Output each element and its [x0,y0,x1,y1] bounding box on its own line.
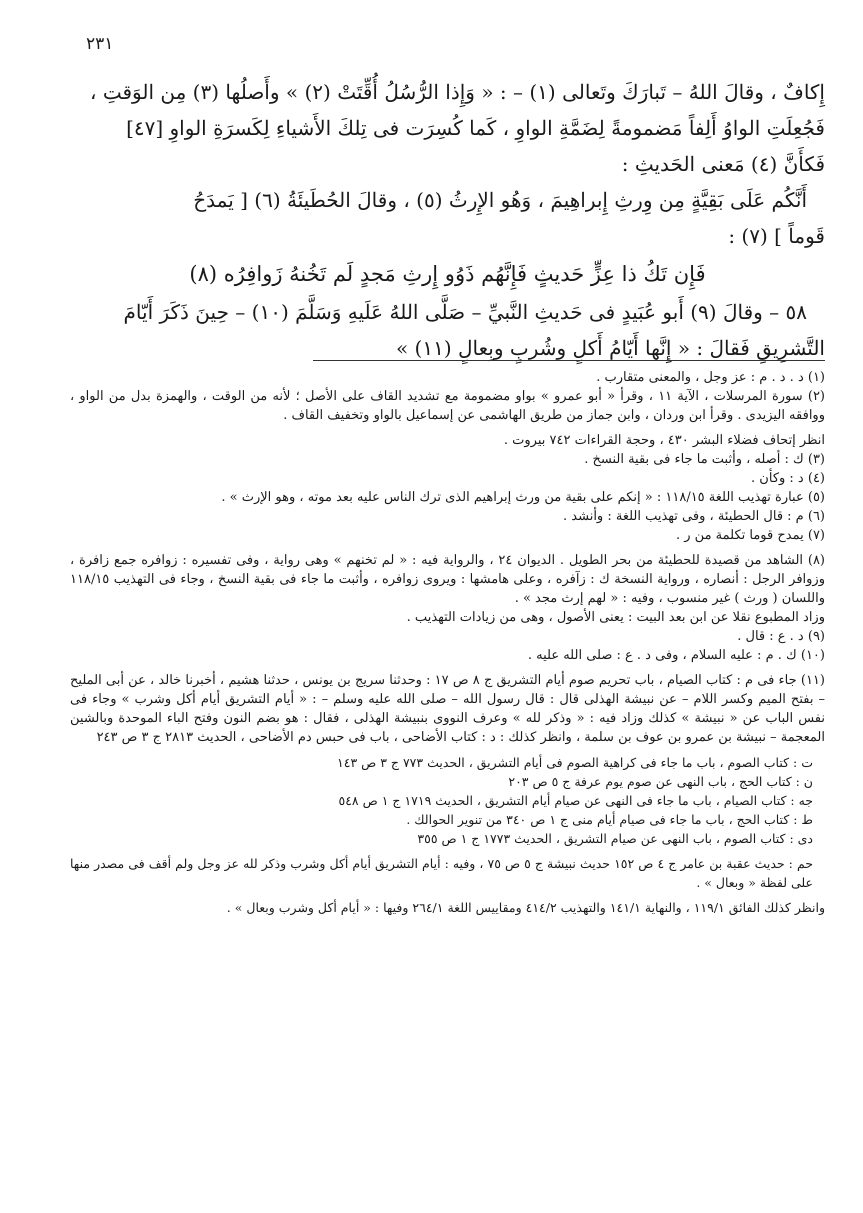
footnote: (٧) يمدح قوما تكلمة من ر . [676,528,825,543]
footnote: وزاد المطبوع نقلا عن ابن بعد البيت : يعنى الأصول ، وهى من زيادات التهذيب . [406,610,825,625]
main-line: قَوماً ] (٧) : [728,224,825,248]
footnote: (٥) عبارة تهذيب اللغة ١١٨/١٥ : « إنكم على بقية من ورث إبراهيم الذى ترك الناس عليه بعد موته ، وهو الإرث » . [221,490,825,505]
main-line: فَجُعِلَتِ الواوُ أَلِفاً مَضمومةً لِضَمَّةِ الواوِ ، كَما كُسِرَت فى تِلكَ الأَشياءِ لِكَسرَةِ الواوِ [٤٧] [126,116,825,140]
main-text [70,74,825,366]
footnote: وانظر كذلك الفائق ١١٩/١ ، والنهاية ١٤١/١ والتهذيب ٤١٤/٢ ومقاييس اللغة ٢٦٤/١ وفيها : « أيام أكل وشرب وبعال » . [226,900,825,915]
main-line: أَنَّكُم عَلَى بَقِيَّةٍ مِن وِرثِ إِبراهِيمَ ، وَهُو الإِرثُ (٥) ، وقالَ الحُطَيئَةُ (٦) [ يَمدَحُ [193,188,807,212]
main-line: فَكأَنَّ (٤) مَعنى الحَديثِ : [621,152,825,176]
footnote-reference: حم : حديث عقبة بن عامر ج ٤ ص ١٥٢ حديث نبيشة ج ٥ ص ٧٥ ، وفيه : أيام التشريق أيام أكل وشرب وذكر لله عز وجل ولم أقف فى مصدر منها على لفظة « وبعال » . [70,856,813,890]
footnote-separator [313,360,825,361]
main-line: ٥٨ – وقالَ (٩) أَبو عُبَيدٍ فى حَديثِ النَّبيِّ – صَلَّى اللهُ عَلَيهِ وَسَلَّمَ (١٠) – حِينَ ذَكَرَ أَيّامَ [123,300,807,324]
footnote: (٦) م : قال الحطيئة ، وفى تهذيب اللغة : وأنشد . [563,509,825,524]
footnote: (٣) ك : أصله ، وأثبت ما جاء فى بقية النسخ . [584,452,825,467]
footnote: (٨) الشاهد من قصيدة للحطيئة من بحر الطويل . الديوان ٢٤ ، والرواية فيه : « لم تخنهم » وهى رواية ، وفى تفسيره : زوافره جمع زافرة ، وزوافر الرجل : أنصاره ، ورواية النسخة ك : زآفره ، وعلى هامشها : ويروى زوافره ، وأثبت ما جاء فى بقية النسخ ، وجاء فى التهذيب ١١٨/١٥ واللسان ( ورث ) غير منسوب ، وفيه : « لهم إرث مجد » . [70,553,825,606]
footnote-reference: ت : كتاب الصوم ، باب ما جاء فى كراهية الصوم فى أيام التشريق ، الحديث ٧٧٣ ج ٣ ص ١٤٣ [337,755,813,770]
footnote: انظر إتحاف فضلاء البشر ٤٣٠ ، وحجة القراءات ٧٤٢ بيروت . [503,433,825,448]
main-line: إِكافٌ ، وقالَ اللهُ – تَبارَكَ وتَعالى (١) – : « وَإِذا الرُّسُلُ أُقِّتَتْ (٢) » وأَصلُها (٣) مِن الوَقتِ ، [90,80,825,104]
footnote-reference: جه : كتاب الصيام ، باب ما جاء فى النهى عن صيام أيام التشريق ، الحديث ١٧١٩ ج ١ ص ٥٤٨ [338,793,813,808]
footnote: (١١) جاء فى م : كتاب الصيام ، باب تحريم صوم أيام التشريق ج ٨ ص ١٧ : وحدثنا سريج بن يونس ، حدثنا هشيم ، أخبرنا خالد ، عن أبى المليح – بفتح الميم وكسر اللام – عن نبيشة الهذلى قال : قال رسول الله – صلى الله عليه وسلم – : « أيام التشريق أيام أكل وشرب » وجاء فى نفس الباب عن « نبيشة » كذلك وزاد فيه : « وذكر لله » وعرف النووى بنبيشة الهذلى ، فقال : هو بضم النون وفتح الباء الموحدة وبالشين المعجمة – نبيشة بن عمرو بن عوف بن سلمة ، وانظر كذلك : د : كتاب الأضاحى ، باب فى حبس دم الأضاحى ، الحديث ٢٨١٣ ج ٣ ص ٢٤٣ [70,673,825,745]
footnote: (١) د . د . م : عز وجل ، والمعنى متقارب . [596,370,825,385]
poetry-verse: فَإِن تَكُ ذا عِزٍّ حَديثٍ فَإِنَّهُم ذَوُو إِرثِ مَجدٍ لَم تَخُنهُ زَوافِرُه (٨) [189,262,706,286]
footnotes [70,368,825,917]
footnote-reference: ن : كتاب الحج ، باب النهى عن صوم يوم عرفة ج ٥ ص ٢٠٣ [508,774,813,789]
footnote-reference: دى : كتاب الصوم ، باب النهى عن صيام التشريق ، الحديث ١٧٧٣ ج ١ ص ٣٥٥ [417,831,813,846]
footnote: (٩) د . ع : قال . [737,629,825,644]
main-line: التَّشرِيقِ فَقالَ : « إِنَّها أَيّامُ أَكلٍ وشُربٍ وبِعالٍ (١١) » [395,336,825,360]
footnote: (٢) سورة المرسلات ، الآية ١١ ، وقرأ « أبو عمرو » بواو مضمومة مع تشديد القاف على الأصل ؛ لأنه من الوقت ، والهمزة بدل من الواو ، ووافقه اليزيدى . وقرأ ابن وردان ، وابن جماز من طريق الهاشمى عن إسماعيل بالواو وتخفيف القاف . [70,389,825,423]
footnote: (٤) د : وكأن . [751,471,825,486]
footnote: (١٠) ك . م : عليه السلام ، وفى د . ع : صلى الله عليه . [527,648,825,663]
page-number: ٢٣١ [86,34,114,54]
footnote-reference: ط : كتاب الحج ، باب ما جاء فى صيام أيام منى ج ١ ص ٣٤٠ من تنوير الحوالك . [406,812,813,827]
